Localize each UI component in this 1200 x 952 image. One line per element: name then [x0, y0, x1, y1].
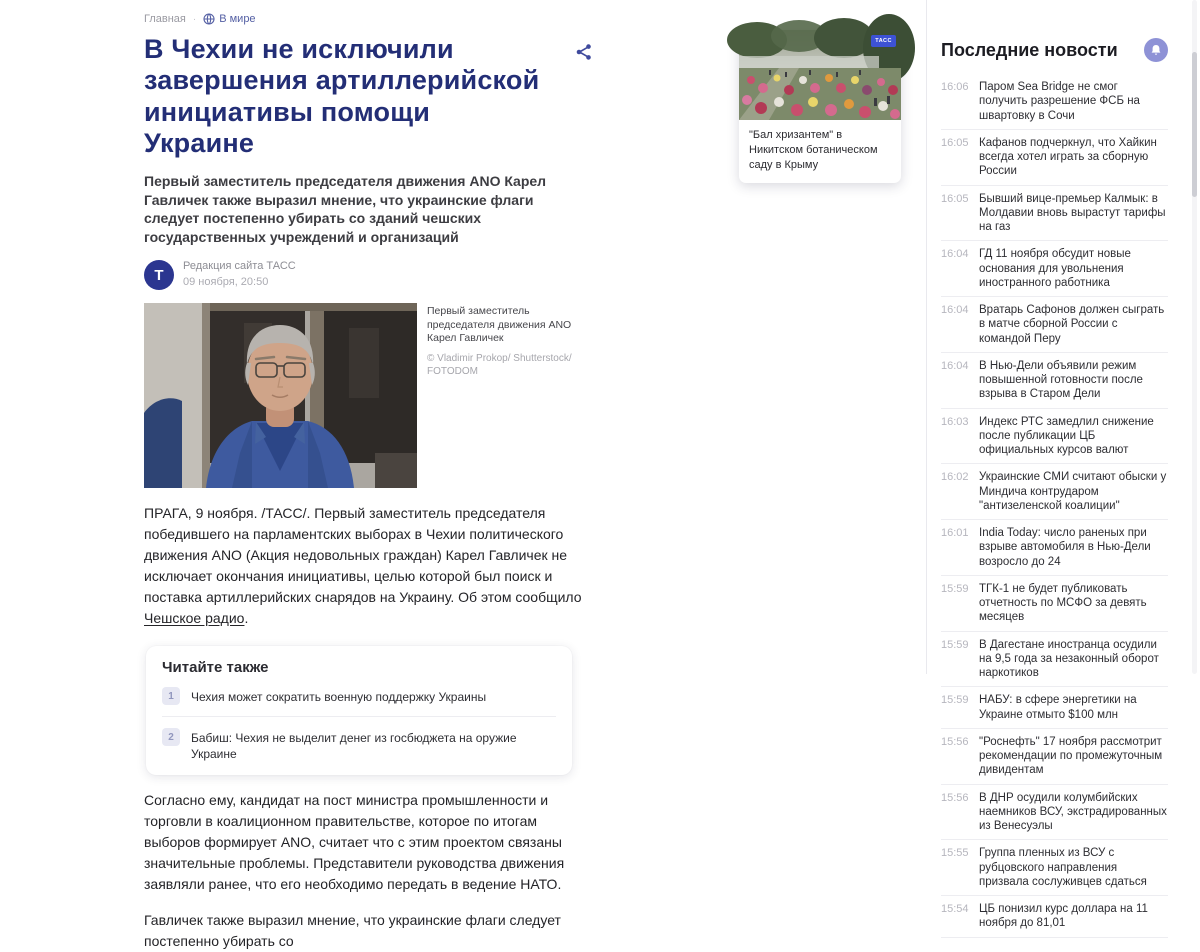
tass-avatar: Т	[144, 260, 174, 290]
latest-news-title: Последние новости	[941, 39, 1118, 60]
video-thumbnail	[739, 30, 901, 120]
news-item[interactable]	[941, 464, 1168, 520]
news-link: Украинские СМИ считают обыски у Миндича контрударом "антизеленской коалиции"	[979, 471, 1167, 512]
paragraph-text: .	[244, 610, 249, 626]
news-list	[941, 74, 1168, 938]
paragraph-text: ПРАГА, 9 ноября. /ТАСС/. Первый заместитель председателя победившего на парламентских выборах в Чехии политического движения ANO (Акция недовольных граждан) Карел Гавличек не исключает окончания инициативы, целью которой был поиск и поставка артиллерийских снарядов на Украину. Об этом сообщило	[144, 505, 582, 605]
news-link: Индекс РТС замедлил снижение после публикации ЦБ официальных курсов валют	[979, 415, 1154, 456]
read-also-title: Читайте также	[162, 659, 269, 676]
read-also-box	[146, 646, 572, 775]
news-link: ТГК-1 не будет публиковать отчетность по МСФО за девять месяцев	[979, 582, 1147, 624]
news-time: 16:05	[941, 136, 969, 149]
news-link: Паром Sea Bridge не смог получить разрешение ФСБ на швартовку в Сочи	[979, 81, 1140, 122]
news-item[interactable]	[941, 241, 1168, 297]
item-number-badge: 2	[162, 728, 180, 746]
article-paragraph-2: Согласно ему, кандидат на пост министра промышленности и торговли в коалиционном правительстве, которое по итогам выборов формирует ANO, считает что с этим проектом связаны значительные проблемы. Представители руководства движения заявляли ранее, что его необходимо передать в ведение НАТО.	[144, 791, 565, 892]
news-time: 15:54	[941, 903, 969, 915]
news-item[interactable]	[941, 729, 1168, 785]
globe-icon	[203, 13, 215, 25]
news-time: 16:04	[941, 359, 969, 372]
article-subtitle: Первый заместитель председателя движения ANO Карел Гавличек также выразил мнение, что украинские флаги следует постепенно убирать со зданий чешских государственных учреждений и организаций	[144, 173, 547, 245]
news-time: 16:01	[941, 527, 969, 539]
item-number-badge: 1	[162, 687, 180, 705]
news-time: 15:59	[941, 694, 969, 707]
read-also-item[interactable]	[162, 687, 556, 717]
news-link: ЦБ понизил курс доллара на 11 ноября до 81,01	[979, 903, 1148, 930]
article-column	[144, 0, 594, 952]
news-link: НАБУ: в сфере энергетики на Украине отмыто $100 млн	[979, 694, 1137, 721]
photo-credit: © Vladimir Prokop/ Shutterstock/ FOTODOM	[427, 352, 572, 377]
byline	[144, 259, 594, 291]
read-also-link: Чехия может сократить военную поддержку Украины	[191, 690, 487, 704]
scrollbar-thumb[interactable]	[1192, 52, 1197, 197]
news-link: В Дагестане иностранца осудили на 9,5 года за незаконный оборот наркотиков	[979, 638, 1159, 679]
author-name: Редакция сайта ТАСС	[183, 260, 296, 273]
video-caption: "Бал хризантем" в Никитском ботаническом саду в Крыму	[749, 129, 878, 171]
news-link: "Роснефть" 17 ноября рассмотрит рекомендации по промежуточным дивидентам	[979, 735, 1163, 777]
bell-icon[interactable]	[1144, 38, 1168, 62]
news-link: India Today: число раненых при взрыве автомобиля в Нью-Дели возросло до 24	[979, 527, 1151, 568]
read-also-link: Бабиш: Чехия не выделит денег из госбюджета на оружие Украине	[191, 731, 517, 762]
news-link: Бывший вице-премьер Калмык: в Молдавии вновь вырастут тарифы на газ	[979, 192, 1166, 233]
share-icon[interactable]	[574, 42, 594, 67]
news-item[interactable]	[941, 353, 1168, 409]
latest-news-panel	[926, 0, 1184, 930]
news-time: 15:59	[941, 582, 969, 595]
news-header	[941, 38, 1168, 62]
photo-row	[144, 303, 594, 488]
article-photo	[144, 303, 417, 488]
czech-radio-link[interactable]: Чешское радио	[144, 610, 245, 626]
breadcrumb-section-link[interactable]	[203, 13, 255, 25]
news-item[interactable]	[941, 687, 1168, 729]
news-time: 16:02	[941, 471, 969, 484]
news-item[interactable]	[941, 896, 1168, 938]
news-link: В Нью-Дели объявили режим повышенной готовности после взрыва в Старом Дели	[979, 359, 1143, 401]
breadcrumb	[144, 13, 594, 25]
article-paragraph-1	[144, 503, 590, 629]
news-link: ГД 11 ноября обсудит новые основания для увольнения иностранного работника	[979, 248, 1131, 289]
news-item[interactable]	[941, 186, 1168, 242]
breadcrumb-separator: ·	[192, 13, 197, 25]
article-title: В Чехии не исключили завершения артиллерийской инициативы помощи Украине	[144, 34, 540, 158]
photo-caption: Первый заместитель председателя движения ANO Карел Гавличек	[427, 305, 572, 345]
read-also-item[interactable]	[162, 728, 556, 762]
news-item[interactable]	[941, 130, 1168, 186]
news-item[interactable]	[941, 409, 1168, 465]
news-time: 16:03	[941, 415, 969, 428]
news-item[interactable]	[941, 785, 1168, 841]
news-link: Вратарь Сафонов должен сыграть в матче сборной России с командой Перу	[979, 304, 1165, 345]
news-item[interactable]	[941, 297, 1168, 353]
article-paragraph-3: Гавличек также выразил мнение, что украинские флаги следует постепенно убирать со	[144, 911, 561, 949]
video-story-card[interactable]	[739, 30, 901, 183]
breadcrumb-section-label: В мире	[219, 13, 256, 25]
news-time: 16:04	[941, 304, 969, 316]
news-time: 15:59	[941, 638, 969, 651]
news-item[interactable]	[941, 520, 1168, 576]
publish-date: 09 ноября, 20:50	[183, 276, 269, 289]
news-item[interactable]	[941, 576, 1168, 632]
news-item[interactable]	[941, 74, 1168, 130]
news-time: 15:56	[941, 791, 969, 804]
tass-badge: ТАСС	[871, 35, 896, 47]
breadcrumb-home-link[interactable]: Главная	[144, 13, 186, 25]
news-link: В ДНР осудили колумбийских наемников ВСУ, экстрадированных из Венесуэлы	[979, 791, 1167, 832]
news-time: 16:04	[941, 248, 969, 261]
news-item[interactable]	[941, 840, 1168, 896]
news-time: 15:56	[941, 735, 969, 748]
news-time: 16:05	[941, 192, 969, 205]
news-time: 16:06	[941, 81, 969, 93]
news-item[interactable]	[941, 632, 1168, 688]
title-row	[144, 34, 594, 159]
news-link: Кафанов подчеркнул, что Хайкин всегда хотел играть за сборную России	[979, 136, 1157, 178]
news-time: 15:55	[941, 847, 969, 860]
news-link: Группа пленных из ВСУ с рубцовского направления призвала сослуживцев сдаться	[979, 847, 1147, 888]
